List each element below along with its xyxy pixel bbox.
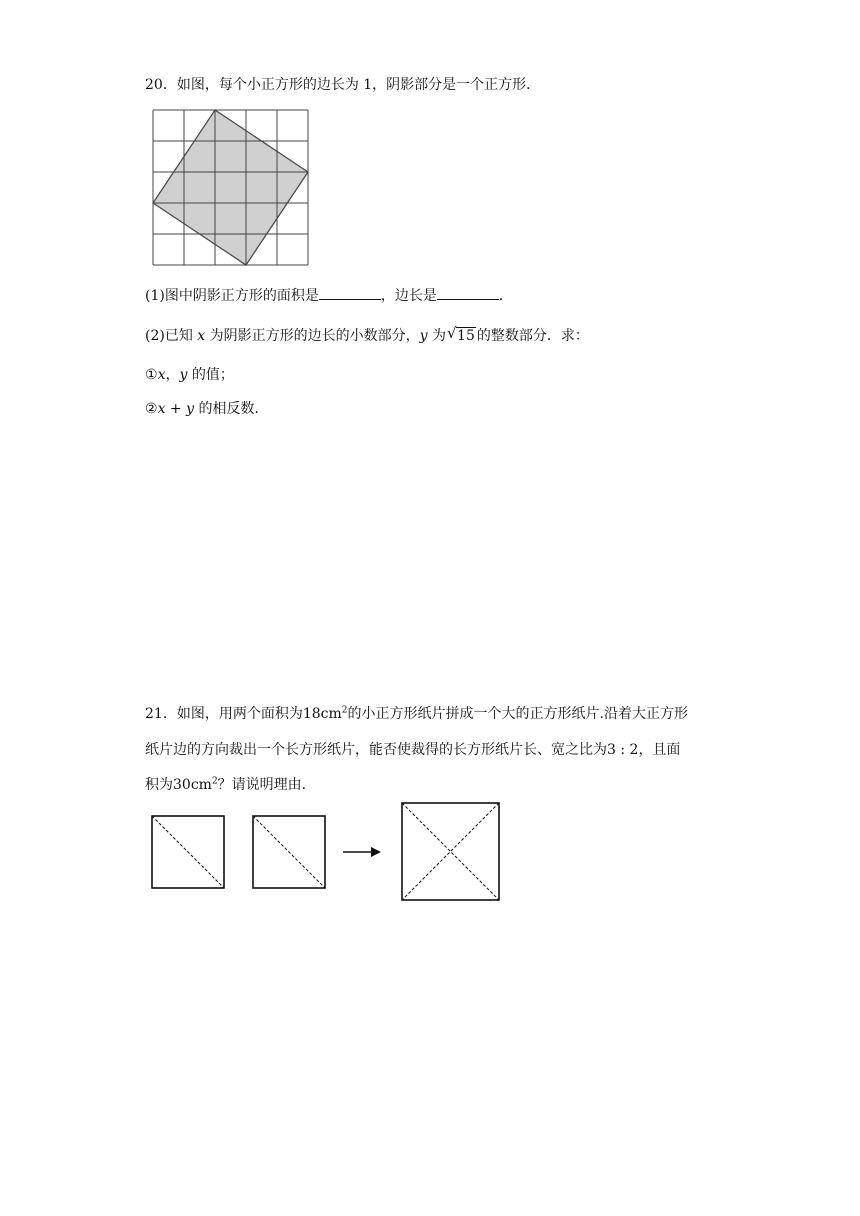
- q20-sub2: [145, 400, 268, 418]
- q21-number: 21．: [145, 706, 177, 722]
- q21-area2: [173, 777, 218, 793]
- q21-line1-b: 的小正方形纸片拼成一个大的正方形纸片.沿着大正方形: [347, 706, 688, 722]
- sub2-marker: ②: [145, 401, 158, 417]
- q21-line3-b: ？请说明理由.: [217, 777, 307, 793]
- q20-part1-prefix: (1)图中阴影正方形的面积是: [145, 288, 319, 304]
- sub1-var-y: y: [179, 367, 188, 383]
- radicand: 15: [457, 328, 475, 344]
- answer-blank-area[interactable]: [319, 287, 381, 300]
- q20-number: 20．: [145, 77, 177, 93]
- q21-area2-value: 30cm: [173, 777, 212, 793]
- q21-line3: [145, 776, 306, 794]
- q20-part1-mid: ，边长是: [380, 288, 437, 304]
- q21-line2-a: 纸片边的方向裁出一个长方形纸片，能否使裁得的长方形纸片长、宽之比为: [145, 742, 607, 758]
- sub1-sep: ，: [165, 367, 180, 383]
- q21-area1-value: 18cm: [302, 706, 342, 722]
- sub1-var-x: x: [157, 367, 166, 383]
- answer-blank-side[interactable]: [437, 287, 499, 300]
- q20-stem-text: 如图，每个小正方形的边长为 1，阴影部分是一个正方形．: [176, 77, 541, 93]
- q21-ratio: 3 : 2: [607, 742, 639, 758]
- right-arrow-icon: [343, 847, 381, 857]
- q21-line3-a: 积为: [145, 777, 173, 793]
- q20-stem: [145, 76, 540, 94]
- sub2-x: x: [157, 401, 166, 417]
- radical-sign-icon: √: [447, 324, 457, 342]
- sub2-plus: +: [165, 401, 187, 417]
- q21-area2-exp: 2: [211, 776, 218, 787]
- sub2-y: y: [186, 401, 195, 417]
- shaded-square: [153, 110, 308, 265]
- sub2-text: 的相反数．: [198, 401, 269, 417]
- var-x: x: [197, 328, 206, 344]
- sqrt-expression: [447, 324, 476, 345]
- q20-part2-text1: 为阴影正方形的边长的小数部分，: [209, 328, 420, 344]
- q20-part2-text3: 的整数部分．求：: [476, 328, 589, 344]
- q21-area1: [303, 706, 348, 722]
- var-y: y: [419, 328, 428, 344]
- q20-part1: [145, 287, 513, 305]
- q20-sub1: [145, 366, 234, 384]
- q20-part1-suffix: ．: [498, 288, 513, 304]
- q20-part2-text2: 为: [432, 328, 447, 344]
- sub1-text: 的值；: [191, 367, 234, 383]
- q21-line1: [145, 705, 688, 723]
- q21-line1-a: 如图，用两个面积为: [176, 706, 303, 722]
- small-square-left: [152, 816, 224, 888]
- q21-area1-exp: 2: [341, 705, 348, 716]
- q21-figure: [145, 795, 515, 910]
- q20-part2: [145, 324, 589, 345]
- small-square-right: [253, 816, 325, 888]
- large-square: [402, 803, 499, 900]
- q21-line2-b: ，且面: [638, 742, 681, 758]
- q20-part2-prefix: (2)已知: [145, 328, 193, 344]
- q21-line2: [145, 741, 680, 759]
- sub1-marker: ①: [145, 367, 158, 383]
- q20-grid-figure: [150, 107, 312, 269]
